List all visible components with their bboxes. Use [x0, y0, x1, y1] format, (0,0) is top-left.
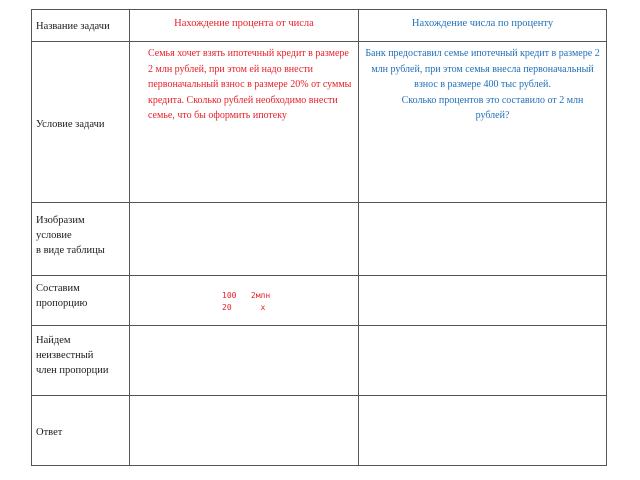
- proportion-row1-left: 100: [222, 291, 237, 300]
- unknown-label-cell: [32, 326, 130, 396]
- unknown-label-3: член пропорции: [36, 365, 109, 376]
- condition-col-a: [130, 42, 359, 203]
- picture-label-2: условие: [36, 230, 72, 241]
- answer-col-a: [130, 396, 359, 466]
- unknown-row: [32, 326, 607, 396]
- header-label: Название задачи: [36, 21, 110, 32]
- proportion-col-b: [359, 276, 607, 326]
- header-col-b: [359, 10, 607, 42]
- condition-col-b-text-1: Банк предоставил семье ипотечный кредит в размере 2 млн рублей, при этом семья внесла первоначальный взнос в размере 400 тыс рублей.: [365, 48, 600, 90]
- picture-label-cell: [32, 203, 130, 276]
- proportion-row: [32, 276, 607, 326]
- condition-col-b: [359, 42, 607, 203]
- proportion-row-1: [222, 290, 270, 302]
- condition-col-a-text: Семья хочет взять ипотечный кредит в размере 2 млн рублей, при этом ей надо внести первоначальный взнос в размере 20% от суммы кредита. Сколько рублей необходимо внести семье, что бы оформить ипотеку: [148, 48, 352, 121]
- proportion-label-1: Составим: [36, 283, 80, 294]
- condition-col-b-text-2: Сколько процентов это составило от 2 млн рублей?: [401, 94, 584, 121]
- unknown-label-2: неизвестный: [36, 350, 94, 361]
- condition-label-cell: [32, 42, 130, 203]
- proportion-row1-right: 2млн: [250, 291, 271, 300]
- answer-label: Ответ: [36, 427, 63, 438]
- proportion-row-2: [222, 302, 270, 314]
- header-label-cell: [32, 10, 130, 42]
- proportion-label-2: пропорцию: [36, 298, 88, 309]
- condition-label: Условие задачи: [36, 118, 105, 130]
- header-col-a: [130, 10, 359, 42]
- answer-col-b: [359, 396, 607, 466]
- unknown-col-b: [359, 326, 607, 396]
- picture-label-3: в виде таблицы: [36, 245, 105, 256]
- proportion-block: [222, 290, 270, 314]
- proportion-row2-right: x: [260, 303, 266, 312]
- answer-row: [32, 396, 607, 466]
- proportion-label-cell: [32, 276, 130, 326]
- unknown-label-1: Найдем: [36, 335, 71, 346]
- condition-row: [32, 42, 607, 203]
- header-col-a-text: Нахождение процента от числа: [174, 18, 314, 29]
- proportion-col-a: [130, 276, 359, 326]
- picture-row: [32, 203, 607, 276]
- task-table: [31, 9, 607, 466]
- picture-col-a: [130, 203, 359, 276]
- proportion-row2-left: 20: [222, 303, 232, 312]
- header-col-b-text: Нахождение числа по проценту: [411, 18, 554, 29]
- picture-col-b: [359, 203, 607, 276]
- picture-label-1: Изобразим: [36, 215, 85, 226]
- answer-label-cell: [32, 396, 130, 466]
- header-row: [32, 10, 607, 42]
- unknown-col-a: [130, 326, 359, 396]
